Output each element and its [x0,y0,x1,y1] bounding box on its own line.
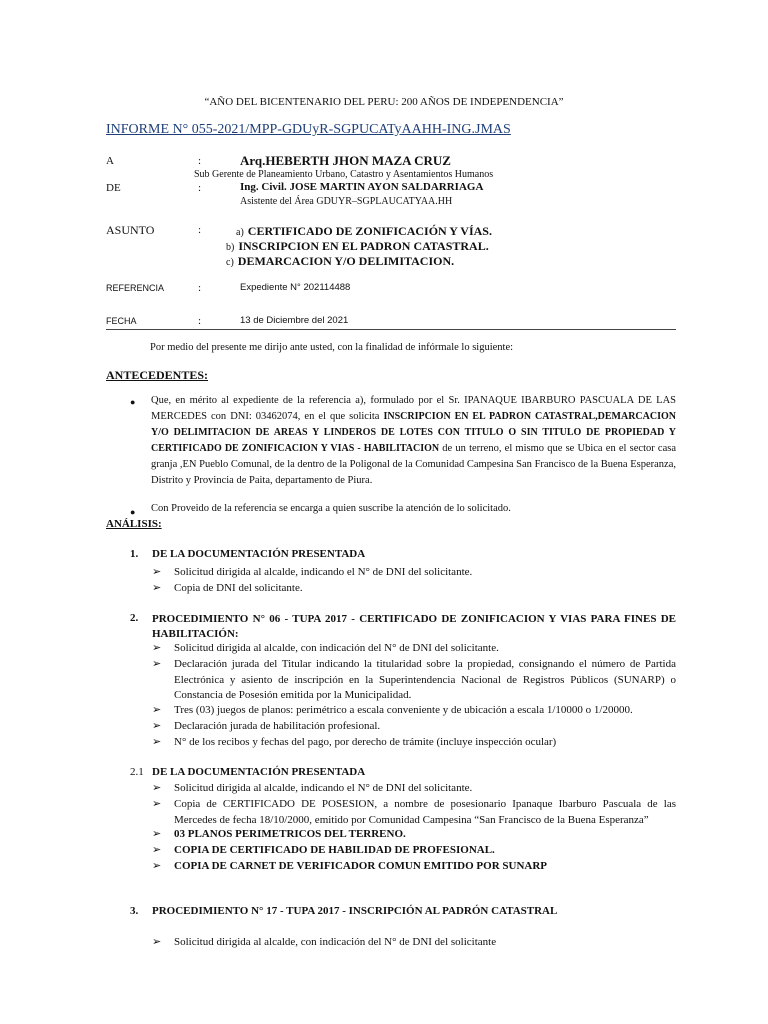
list-item: Copia de DNI del solicitante. [174,582,303,594]
arrow-icon: ➢ [152,582,162,594]
subject-text: CERTIFICADO DE ZONIFICACIÓN Y VÍAS. [247,224,492,238]
subject-letter: a) [236,227,244,238]
list-item: Declaración jurada de habilitación profesional. [174,720,381,732]
list-item: Tres (03) juegos de planos: perimétrico a escala conveniente y de ubicación a escala 1/10000 o 1/20000. [174,704,633,716]
arrow-icon: ➢ [152,936,162,948]
section-title: DE LA DOCUMENTACIÓN PRESENTADA [152,766,366,778]
date-value: 13 de Diciembre del 2021 [240,315,349,326]
list-item: Solicitud dirigida al alcalde, con indicación del N° de DNI del solicitante [174,936,497,948]
arrow-icon: ➢ [152,828,162,840]
subject-letter: c) [226,257,234,268]
subject-text: INSCRIPCION EN EL PADRON CATASTRAL. [238,239,489,253]
date-colon: : [198,315,202,327]
date-label: FECHA [106,316,137,326]
antecedente-1-part1: Que, en mérito al expediente de la referencia a), formulado por el Sr. IPANAQUE IBARBURO PASCUALA DE LAS MERCEDES con DNI: 03462074, en el que solicita [151,395,676,422]
section-number: 1. [130,548,139,560]
list-item: N° de los recibos y fechas del pago, por derecho de trámite (incluye inspección ocular) [174,736,557,748]
reference-value: Expediente N° 202114488 [240,282,351,293]
from-label: DE [106,182,121,194]
list-item: Solicitud dirigida al alcalde, indicando el N° de DNI del solicitante. [174,782,473,794]
list-item: Solicitud dirigida al alcalde, con indicación del N° de DNI del solicitante. [174,642,499,654]
to-name: Arq.HEBERTH JHON MAZA CRUZ [240,153,451,168]
to-title: Sub Gerente de Planeamiento Urbano, Catastro y Asentamientos Humanos [194,169,494,180]
arrow-icon: ➢ [152,642,162,654]
reference-colon: : [198,282,202,294]
arrow-icon: ➢ [152,658,162,670]
section-number: 2.1 [130,766,144,778]
reference-label: REFERENCIA [106,283,165,293]
report-number: INFORME N° 055-2021/MPP-GDUyR-SGPUCATyAAHH-ING.JMAS [106,122,511,137]
subject-label: ASUNTO [106,223,155,237]
list-item: Copia de CERTIFICADO DE POSESION, a nombre de posesionario Ipanaque Ibarburo Pascuala de las Mercedes de fecha 18/10/2000, emitido por Comunidad Campesina “San Francisco de la Buena Esperanza” [174,798,676,826]
antecedente-1-part2: de un terreno, el mismo que se Ubica en el sector casa granja ,EN Pueblo Comunal, de la dentro de la Poligonal de la Comunidad Campesina San Francisco de la Buena Esperanza, Distrito y Provincia de Paita, departamento de Piura. [151,443,676,486]
bullet-icon: ● [130,397,136,407]
list-item: COPIA DE CARNET DE VERIFICADOR COMUN EMITIDO POR SUNARP [174,860,548,872]
arrow-icon: ➢ [152,798,162,810]
intro-text: Por medio del presente me dirijo ante usted, con la finalidad de infórmale lo siguiente: [150,342,514,353]
subject-item-c [226,252,454,270]
section-title: PROCEDIMIENTO N° 06 - TUPA 2017 - CERTIFICADO DE ZONIFICACION Y VIAS PARA FINES DE HABILITACIÓN: [152,613,676,640]
list-item: COPIA DE CERTIFICADO DE HABILIDAD DE PROFESIONAL. [174,844,495,856]
list-item: Declaración jurada del Titular indicando la titularidad sobre la propiedad, consignando el número de Partida Electrónica y asiento de inscripción en la Superintendencia Nacional de Registros Públicos (SUNARP) o Constancia de Posesión emitida por la Municipalidad. [174,658,676,701]
section-title: PROCEDIMIENTO N° 17 - TUPA 2017 - INSCRIPCIÓN AL PADRÓN CATASTRAL [152,905,558,917]
section-title: DE LA DOCUMENTACIÓN PRESENTADA [152,548,366,560]
arrow-icon: ➢ [152,782,162,794]
section-number: 3. [130,905,139,917]
document-motto: “AÑO DEL BICENTENARIO DEL PERU: 200 AÑOS DE INDEPENDENCIA” [204,96,564,108]
arrow-icon: ➢ [152,736,162,748]
list-item: 03 PLANOS PERIMETRICOS DEL TERRENO. [174,828,406,840]
arrow-icon: ➢ [152,720,162,732]
list-item: Solicitud dirigida al alcalde, indicando el N° de DNI del solicitante. [174,566,473,578]
from-colon: : [198,182,202,194]
antecedentes-heading: ANTECEDENTES: [106,368,209,382]
analisis-heading: ANÁLISIS: [106,518,162,530]
arrow-icon: ➢ [152,844,162,856]
subject-text: DEMARCACION Y/O DELIMITACION. [237,254,455,268]
bullet-icon: ● [130,507,136,517]
antecedente-1 [151,393,676,489]
antecedente-2: Con Proveido de la referencia se encarga a quien suscribe la atención de lo solicitado. [151,503,511,514]
from-name: Ing. Civil. JOSE MARTIN AYON SALDARRIAGA [240,181,484,193]
arrow-icon: ➢ [152,566,162,578]
section-number: 2. [130,612,139,624]
to-label: A [106,155,114,167]
subject-letter: b) [226,242,235,253]
arrow-icon: ➢ [152,704,162,716]
subject-colon: : [198,224,202,236]
header-divider [106,329,676,330]
arrow-icon: ➢ [152,860,162,872]
antecedente-1-bold: INSCRIPCION EN EL PADRON CATASTRAL,DEMARCACION Y/O DELIMITACION DE AREAS Y LINDEROS DE LOTES CON TITULO O SIN TITULO DE PROPIEDAD Y CERTIFICADO DE ZONIFICACION Y VIAS - HABILITACION [151,411,676,454]
from-title: Asistente del Área GDUYR–SGPLAUCATYAA.HH [240,196,453,207]
to-colon: : [198,155,202,167]
